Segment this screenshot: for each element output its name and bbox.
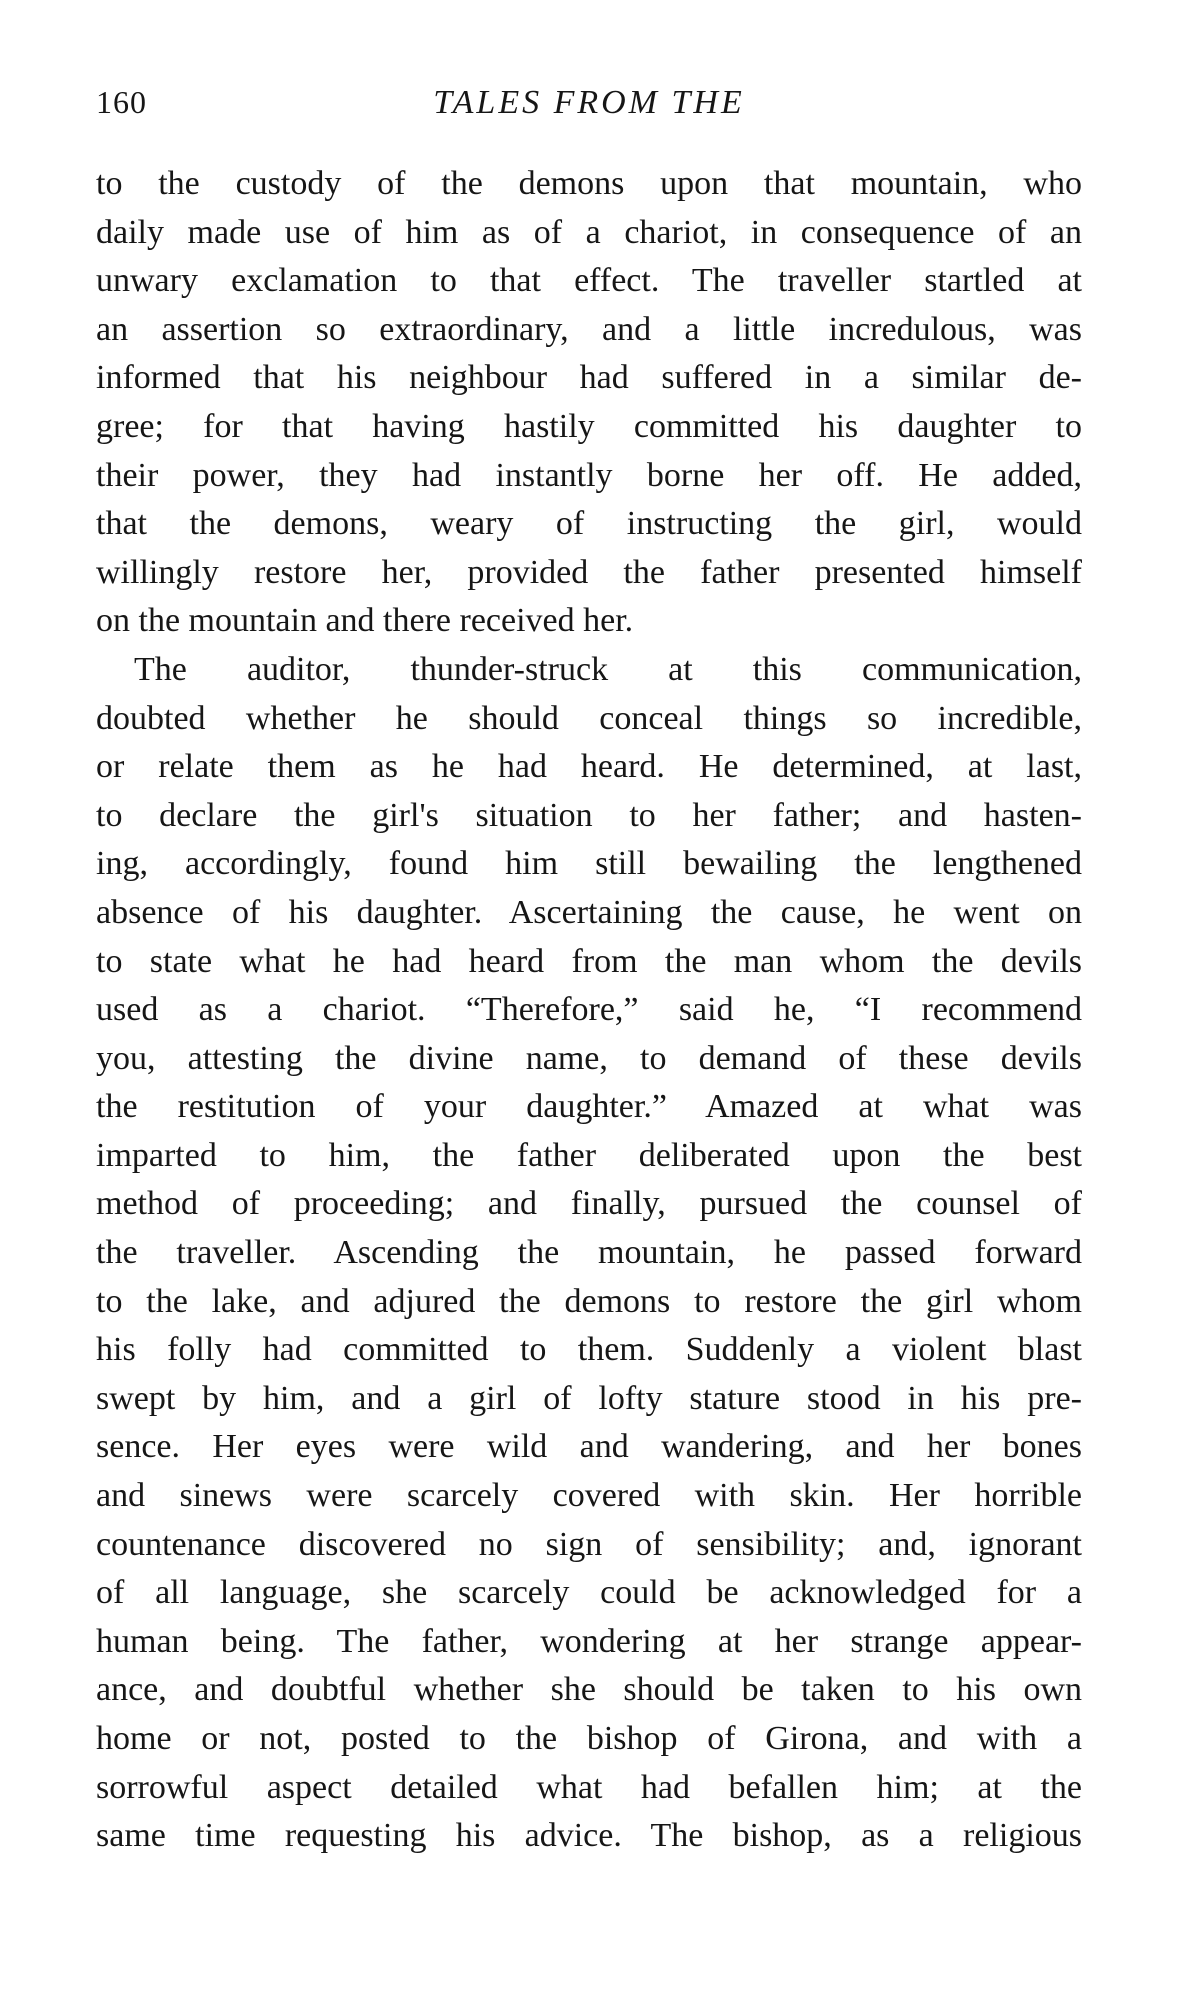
text-line: you, attesting the divine name, to demand of these devils bbox=[96, 1039, 1082, 1077]
paragraph bbox=[96, 646, 1082, 1861]
text-line: informed that his neighbour had suffered in a similar de- bbox=[96, 359, 1082, 397]
text-line: used as a chariot. “Therefore,” said he, “I recommend bbox=[96, 991, 1082, 1029]
paragraph bbox=[96, 160, 1082, 646]
text-line: countenance discovered no sign of sensibility; and, ignorant bbox=[96, 1525, 1082, 1563]
text-line: the traveller. Ascending the mountain, he passed forward bbox=[96, 1234, 1082, 1272]
text-line: ing, accordingly, found him still bewailing the lengthened bbox=[96, 845, 1082, 883]
text-line: and sinews were scarcely covered with skin. Her horrible bbox=[96, 1477, 1082, 1515]
text-line: that the demons, weary of instructing the girl, would bbox=[96, 505, 1082, 543]
text-line: to declare the girl's situation to her father; and hasten- bbox=[96, 796, 1082, 834]
text-line: to the lake, and adjured the demons to restore the girl whom bbox=[96, 1282, 1082, 1320]
text-line: gree; for that having hastily committed his daughter to bbox=[96, 407, 1082, 445]
text-line: to the custody of the demons upon that mountain, who bbox=[96, 165, 1082, 202]
text-line: their power, they had instantly borne her off. He added, bbox=[96, 456, 1082, 494]
text-line: of all language, she scarcely could be acknowledged for a bbox=[96, 1574, 1082, 1612]
text-line: ance, and doubtful whether she should be taken to his own bbox=[96, 1671, 1082, 1709]
running-head: TALES FROM THE bbox=[433, 84, 745, 121]
text-line: home or not, posted to the bishop of Girona, and with a bbox=[96, 1720, 1082, 1757]
text-line: to state what he had heard from the man whom the devils bbox=[96, 942, 1082, 980]
body-text bbox=[96, 160, 1082, 1861]
text-line: doubted whether he should conceal things so incredible, bbox=[96, 699, 1082, 737]
text-line: an assertion so extraordinary, and a little incredulous, was bbox=[96, 310, 1082, 348]
text-line: human being. The father, wondering at her strange appear- bbox=[96, 1622, 1082, 1660]
text-line: willingly restore her, provided the father presented himself bbox=[96, 553, 1082, 591]
text-line: sence. Her eyes were wild and wandering, and her bones bbox=[96, 1428, 1082, 1466]
text-line: The auditor, thunder-struck at this communication, bbox=[134, 650, 1082, 688]
page-header bbox=[96, 84, 1082, 134]
text-line: on the mountain and there received her. bbox=[96, 602, 634, 640]
text-line: same time requesting his advice. The bishop, as a religious bbox=[96, 1817, 1082, 1855]
text-line: or relate them as he had heard. He determined, at last, bbox=[96, 748, 1082, 786]
text-line: unwary exclamation to that effect. The traveller startled at bbox=[96, 262, 1082, 300]
text-line: absence of his daughter. Ascertaining the cause, he went on bbox=[96, 893, 1082, 931]
page-number: 160 bbox=[96, 84, 147, 120]
text-line: the restitution of your daughter.” Amazed at what was bbox=[96, 1088, 1082, 1126]
text-line: swept by him, and a girl of lofty stature stood in his pre- bbox=[96, 1379, 1082, 1417]
text-line: imparted to him, the father deliberated upon the best bbox=[96, 1136, 1082, 1174]
text-line: sorrowful aspect detailed what had befallen him; at the bbox=[96, 1768, 1082, 1806]
text-line: method of proceeding; and finally, pursued the counsel of bbox=[96, 1185, 1082, 1223]
text-line: his folly had committed to them. Suddenly a violent blast bbox=[96, 1331, 1082, 1369]
text-line: daily made use of him as of a chariot, in consequence of an bbox=[96, 213, 1082, 251]
